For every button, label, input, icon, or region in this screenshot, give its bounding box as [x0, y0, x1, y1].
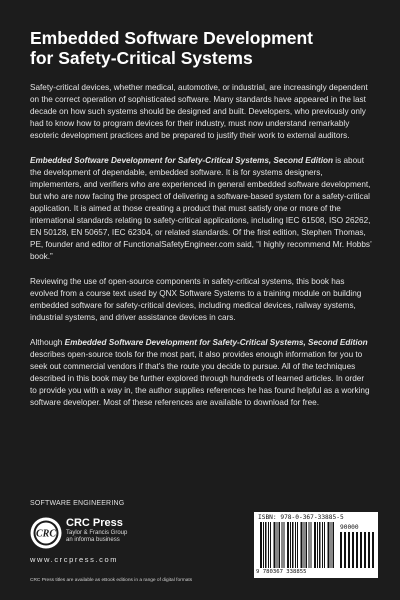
title-line-2: for Safety-Critical Systems	[30, 48, 253, 68]
paragraph-3: Reviewing the use of open-source components in safety-critical systems, this book has evolved from a course text used by QNX Software Systems to a training module on building embedded software for safety-critical devices, including medical devices, railway systems, industrial systems, and driver assistance devices in cars.	[30, 277, 362, 322]
publisher-url: www.crcpress.com	[30, 555, 119, 564]
book-title	[30, 28, 375, 68]
barcode-digits: 9 780367 338855	[256, 569, 307, 575]
publisher-group-line-1: Taylor & Francis Group	[66, 530, 128, 536]
crc-press-logo-icon	[30, 517, 62, 549]
blurb	[30, 82, 373, 421]
title-line-1: Embedded Software Development	[30, 28, 313, 48]
publisher-group-line-2: an informa business	[66, 537, 120, 543]
barcode-addon-bars	[340, 532, 374, 568]
paragraph-4	[30, 337, 373, 409]
publisher-name: CRC Press	[66, 517, 123, 529]
price-code: 90000	[340, 524, 359, 531]
publisher-group	[66, 530, 127, 544]
crc-logo-text: CRC	[35, 528, 57, 540]
paragraph-2-text: is about the development of dependable, embedded software. It is for systems designers, implementers, and verifiers who are experienced in general embedded software development, but who are now facing the prospect of delivering a software-based system for a safety-critical application. It is aimed at those creating a product that must satisfy one or more of the international standards relating to safety-critical applications, including IEC 61508, ISO 26262, EN 50128, EN 50657, IEC 62304, or related standards. Of the first edition, Stephen Thomas, PE, founder and editor of FunctionalSafetyEngineer.com said, “I highly recommend Mr. Hobbs’ book.”	[30, 156, 372, 261]
barcode-bars	[260, 522, 336, 568]
paragraph-1: Safety-critical devices, whether medical, automotive, or industrial, are increasingly dependent on the correct operation of sophisticated software. Many standards have appeared in the last decade on how such systems should be designed and built. Developers, who previously only had to know how to program devices for their industry, must now understand remarkably esoteric development practices and be prepared to justify their work to external auditors.	[30, 83, 368, 140]
category-label: SOFTWARE ENGINEERING	[30, 500, 125, 507]
paragraph-4-text: describes open-source tools for the most part, it also provides enough information for you to seek out commercial vendors if that’s the route you decide to pursue. All of the techniques described in this book may be further explored through hundreds of learned articles. In order to provide you with a way in, the author supplies references he has found helpful as a working software developer. Most of these references are available to download for free.	[30, 350, 370, 407]
paragraph-2-book-title: Embedded Software Development for Safety-Critical Systems, Second Edition	[30, 156, 334, 165]
paragraph-4-book-title: Embedded Software Development for Safety-Critical Systems, Second Edition	[64, 338, 368, 347]
paragraph-2	[30, 155, 373, 263]
barcode	[254, 512, 378, 578]
paragraph-4-lead: Although	[30, 338, 65, 347]
isbn-number: ISBN: 978-0-367-33885-5	[258, 514, 344, 521]
ebook-note: CRC Press titles are available as eBook editions in a range of digital formats	[30, 578, 193, 583]
